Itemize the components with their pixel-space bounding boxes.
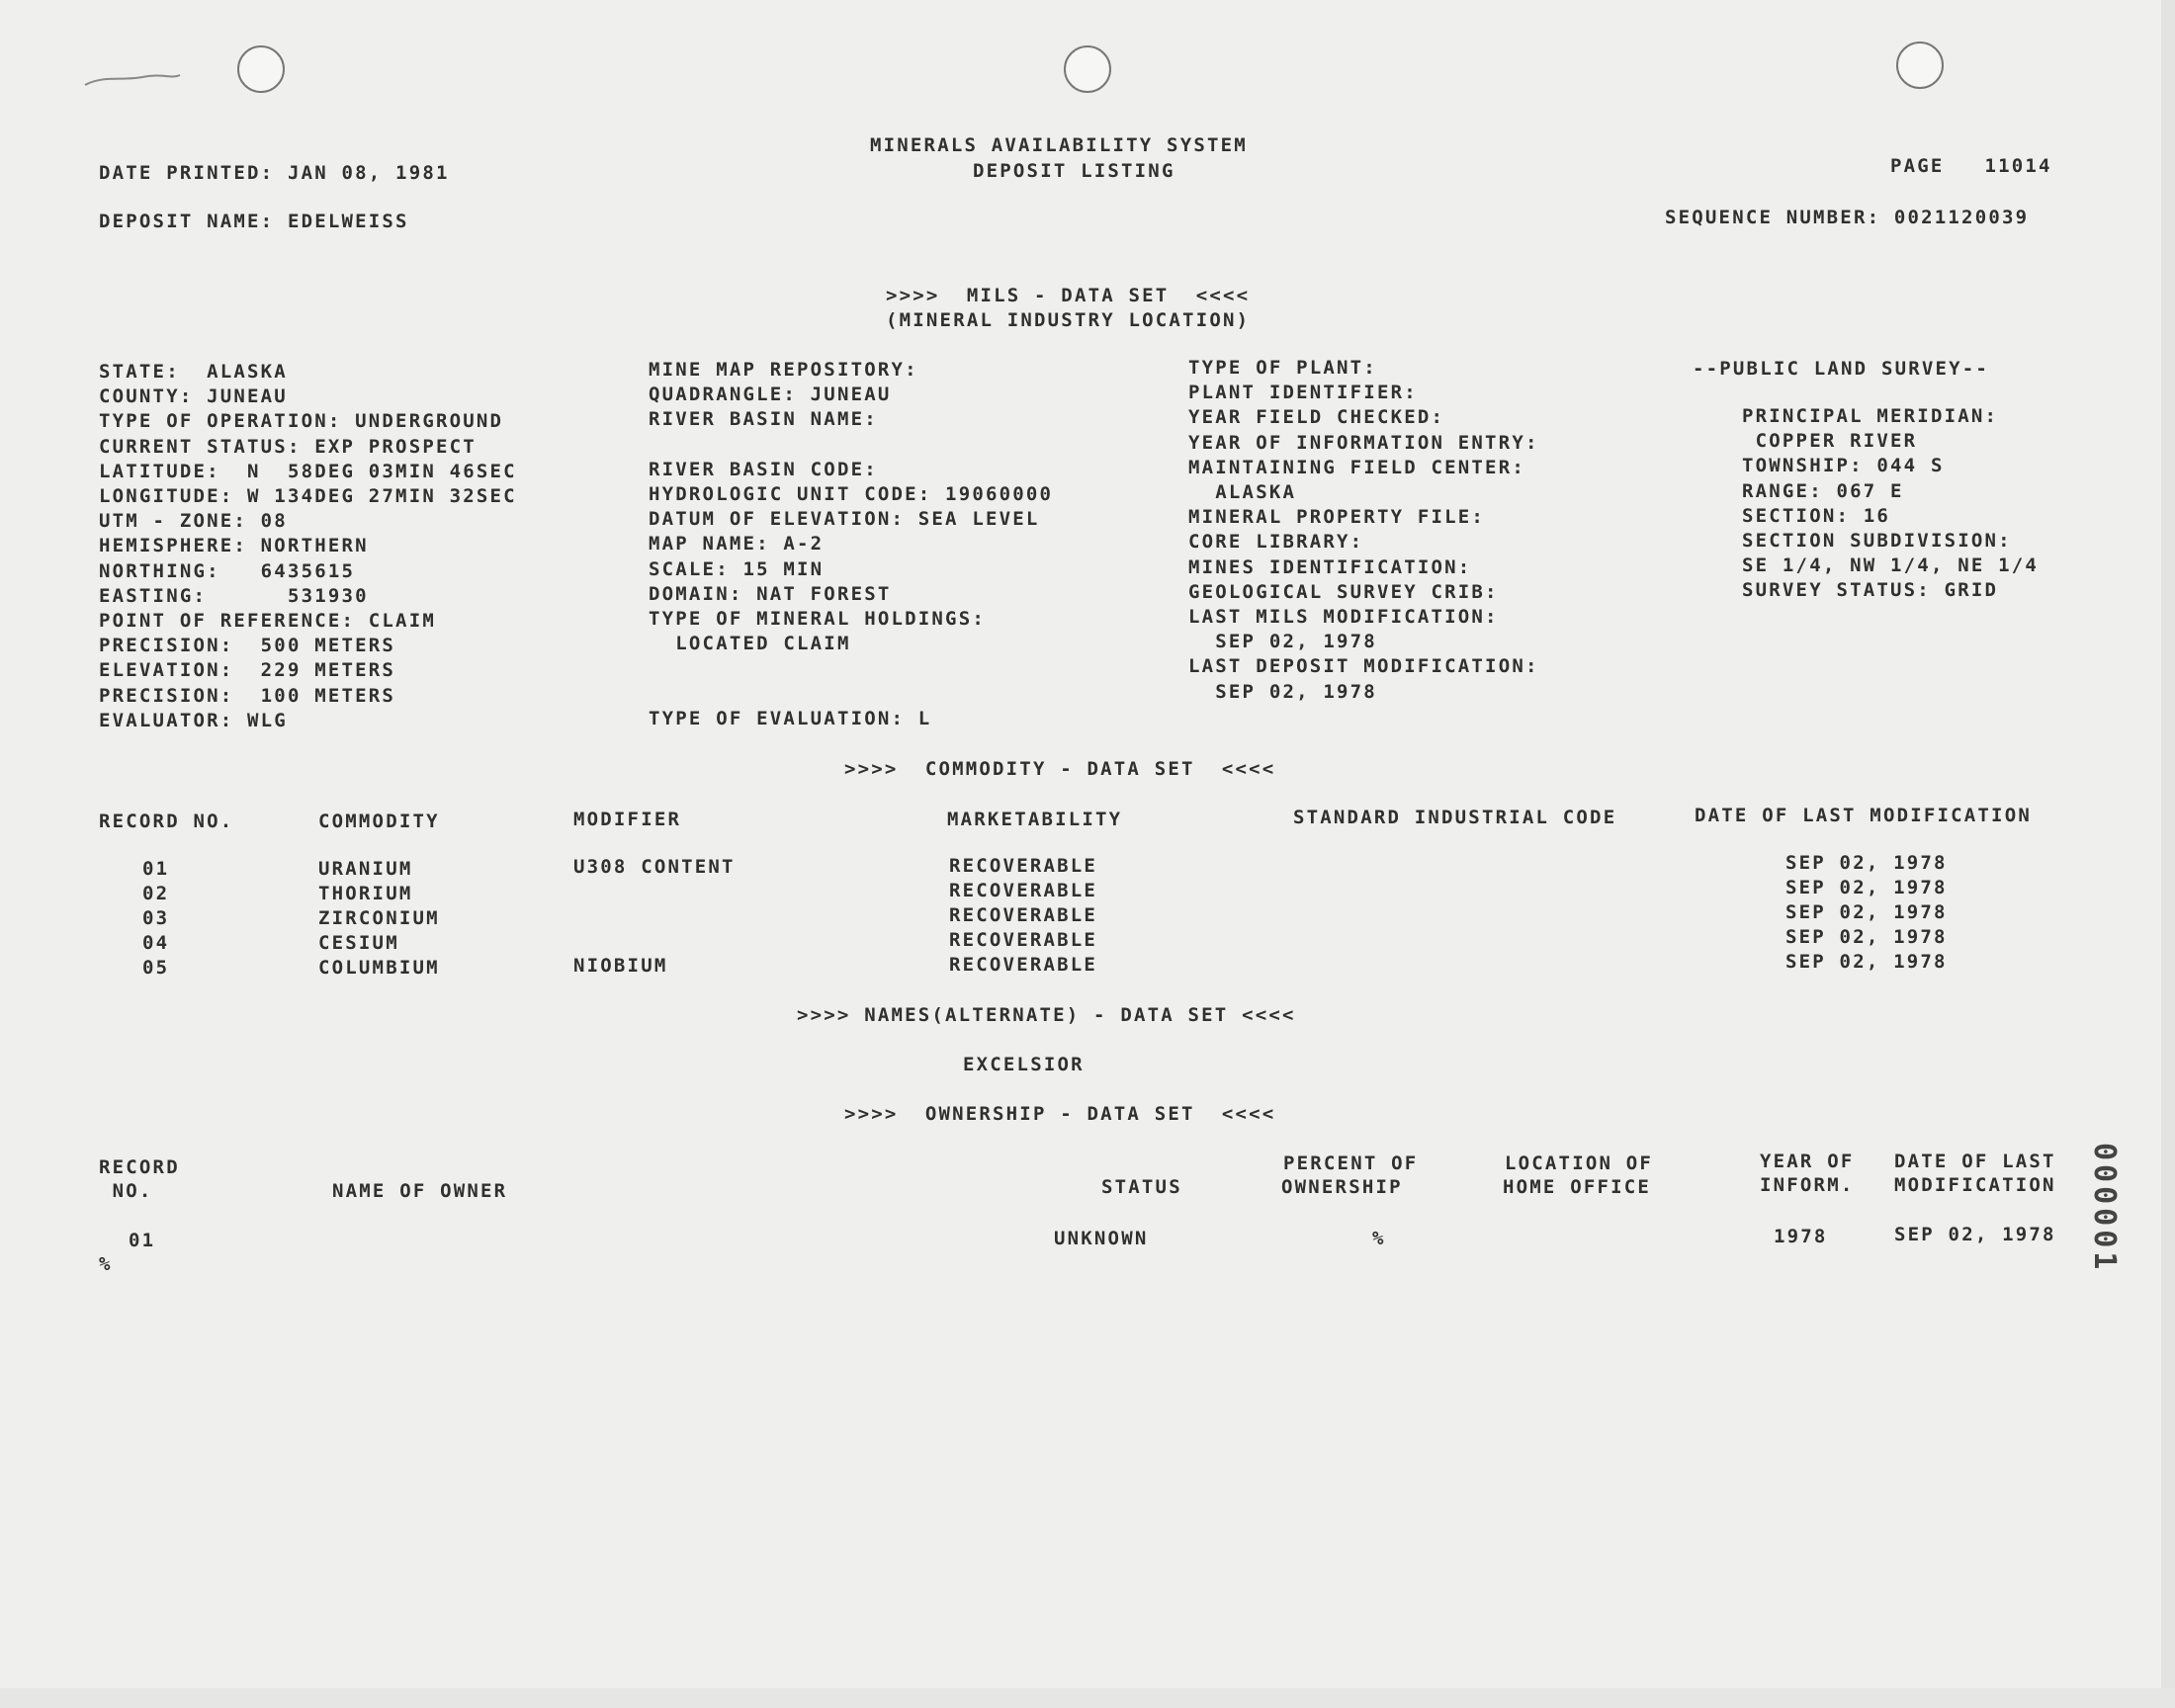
location-line: CURRENT STATUS: EXP PROSPECT <box>99 436 477 458</box>
commodity-header-marketability: MARKETABILITY <box>947 809 1123 830</box>
commodity-marketability: RECOVERABLE <box>949 954 1098 976</box>
land-survey-line: COPPER RIVER <box>1742 430 1918 452</box>
map-info-line: LOCATED CLAIM <box>649 633 851 654</box>
land-survey-line: SURVEY STATUS: GRID <box>1742 579 1999 601</box>
commodity-record-no: 03 <box>142 907 170 929</box>
side-stamp: 000001 <box>2087 1143 2122 1274</box>
location-line: NORTHING: 6435615 <box>99 560 356 582</box>
listing-title: DEPOSIT LISTING <box>973 160 1175 182</box>
ownership-row-no: 01 <box>129 1230 156 1251</box>
ownership-row-percent: % <box>1372 1228 1386 1249</box>
land-survey-line: RANGE: 067 E <box>1742 480 1904 502</box>
ownership-header-date-l2: MODIFICATION <box>1894 1174 2056 1196</box>
ownership-header-name: NAME OF OWNER <box>332 1180 508 1202</box>
ownership-header-date: DATE OF LAST <box>1894 1151 2056 1172</box>
pencil-scribble <box>83 69 182 89</box>
commodity-header-modifier: MODIFIER <box>573 809 682 830</box>
map-info-line: SCALE: 15 MIN <box>649 558 825 580</box>
ownership-row-date: SEP 02, 1978 <box>1894 1224 2056 1245</box>
map-info-line: MAP NAME: A-2 <box>649 533 825 555</box>
alternate-name: EXCELSIOR <box>963 1054 1085 1075</box>
public-land-survey-title: --PUBLIC LAND SURVEY-- <box>1693 358 1990 380</box>
commodity-marketability: RECOVERABLE <box>949 904 1098 926</box>
mils-title: >>>> MILS - DATA SET <<<< <box>886 285 1251 306</box>
commodity-modifier: U308 CONTENT <box>573 856 736 878</box>
ownership-row-year: 1978 <box>1774 1226 1828 1247</box>
ownership-header-record-no: NO. <box>99 1180 153 1202</box>
ownership-title: >>>> OWNERSHIP - DATA SET <<<< <box>844 1103 1276 1125</box>
system-title: MINERALS AVAILABILITY SYSTEM <box>870 134 1248 156</box>
commodity-date: SEP 02, 1978 <box>1785 852 1948 874</box>
plant-info-line: YEAR OF INFORMATION ENTRY: <box>1188 432 1539 454</box>
commodity-name: CESIUM <box>318 932 399 954</box>
date-printed: DATE PRINTED: JAN 08, 1981 <box>99 162 450 184</box>
mils-subtitle: (MINERAL INDUSTRY LOCATION) <box>886 309 1251 331</box>
map-info-line: RIVER BASIN NAME: <box>649 408 878 430</box>
map-info-line: TYPE OF MINERAL HOLDINGS: <box>649 608 986 630</box>
deposit-name: DEPOSIT NAME: EDELWEISS <box>99 211 409 232</box>
location-line: LATITUDE: N 58DEG 03MIN 46SEC <box>99 461 517 482</box>
location-line: EASTING: 531930 <box>99 585 369 607</box>
ownership-header-year: YEAR OF <box>1760 1151 1855 1172</box>
commodity-header-sic: STANDARD INDUSTRIAL CODE <box>1293 807 1617 828</box>
location-line: ELEVATION: 229 METERS <box>99 659 396 681</box>
location-line: UTM - ZONE: 08 <box>99 510 288 532</box>
plant-info-line: MINES IDENTIFICATION: <box>1188 556 1472 578</box>
page-number: PAGE 11014 <box>1890 155 2052 177</box>
plant-info-line: LAST MILS MODIFICATION: <box>1188 606 1499 628</box>
land-survey-line: SECTION: 16 <box>1742 505 1891 527</box>
ownership-header-location-l2: HOME OFFICE <box>1503 1176 1652 1198</box>
commodity-record-no: 02 <box>142 883 170 904</box>
plant-info-line: YEAR FIELD CHECKED: <box>1188 406 1445 428</box>
ownership-row-status: UNKNOWN <box>1054 1228 1149 1249</box>
commodity-marketability: RECOVERABLE <box>949 855 1098 877</box>
ownership-header-year-l2: INFORM. <box>1760 1174 1855 1196</box>
map-info-line: HYDROLOGIC UNIT CODE: 19060000 <box>649 483 1054 505</box>
land-survey-line: SECTION SUBDIVISION: <box>1742 530 2012 552</box>
location-line: POINT OF REFERENCE: CLAIM <box>99 610 436 632</box>
map-info-line: DOMAIN: NAT FOREST <box>649 583 892 605</box>
map-info-line: RIVER BASIN CODE: <box>649 459 878 480</box>
location-line: PRECISION: 100 METERS <box>99 685 396 707</box>
commodity-header-record: RECORD NO. <box>99 811 234 832</box>
plant-info-line: MINERAL PROPERTY FILE: <box>1188 506 1486 528</box>
map-info-line: QUADRANGLE: JUNEAU <box>649 384 892 405</box>
ownership-header-status: STATUS <box>1101 1176 1182 1198</box>
plant-info-line: GEOLOGICAL SURVEY CRIB: <box>1188 581 1499 603</box>
punch-hole-left <box>237 45 285 93</box>
plant-info-line: CORE LIBRARY: <box>1188 531 1364 553</box>
plant-info-line: SEP 02, 1978 <box>1188 681 1377 703</box>
commodity-record-no: 05 <box>142 957 170 979</box>
plant-info-line: ALASKA <box>1188 481 1297 503</box>
plant-info-line: LAST DEPOSIT MODIFICATION: <box>1188 655 1539 677</box>
paper-right-edge <box>2161 0 2175 1708</box>
commodity-marketability: RECOVERABLE <box>949 929 1098 951</box>
plant-info-line: SEP 02, 1978 <box>1188 631 1377 652</box>
land-survey-line: TOWNSHIP: 044 S <box>1742 455 1945 476</box>
names-title: >>>> NAMES(ALTERNATE) - DATA SET <<<< <box>797 1004 1296 1026</box>
ownership-footer-mark: % <box>99 1253 113 1275</box>
commodity-record-no: 04 <box>142 932 170 954</box>
commodity-name: ZIRCONIUM <box>318 907 440 929</box>
commodity-date: SEP 02, 1978 <box>1785 901 1948 923</box>
commodity-header-date: DATE OF LAST MODIFICATION <box>1695 805 2032 826</box>
commodity-date: SEP 02, 1978 <box>1785 926 1948 948</box>
plant-info-line: PLANT IDENTIFIER: <box>1188 382 1418 403</box>
ownership-header-percent-l2: OWNERSHIP <box>1281 1176 1403 1198</box>
map-info-line: TYPE OF EVALUATION: L <box>649 708 932 729</box>
commodity-date: SEP 02, 1978 <box>1785 951 1948 973</box>
location-line: EVALUATOR: WLG <box>99 710 288 731</box>
commodity-title: >>>> COMMODITY - DATA SET <<<< <box>844 758 1276 780</box>
location-line: LONGITUDE: W 134DEG 27MIN 32SEC <box>99 485 517 507</box>
commodity-name: COLUMBIUM <box>318 957 440 979</box>
sequence-number: SEQUENCE NUMBER: 0021120039 <box>1665 207 2030 228</box>
commodity-name: THORIUM <box>318 883 413 904</box>
location-line: HEMISPHERE: NORTHERN <box>99 535 369 556</box>
ownership-header-percent: PERCENT OF <box>1283 1153 1419 1174</box>
commodity-date: SEP 02, 1978 <box>1785 877 1948 898</box>
commodity-name: URANIUM <box>318 858 413 880</box>
punch-hole-right <box>1896 42 1944 89</box>
punch-hole-center <box>1064 45 1111 93</box>
map-info-line: DATUM OF ELEVATION: SEA LEVEL <box>649 508 1040 530</box>
location-line: PRECISION: 500 METERS <box>99 635 396 656</box>
commodity-record-no: 01 <box>142 858 170 880</box>
land-survey-line: SE 1/4, NW 1/4, NE 1/4 <box>1742 555 2040 576</box>
commodity-marketability: RECOVERABLE <box>949 880 1098 901</box>
location-line: COUNTY: JUNEAU <box>99 385 288 407</box>
ownership-header-record: RECORD <box>99 1156 180 1178</box>
location-line: STATE: ALASKA <box>99 361 288 383</box>
ownership-header-location: LOCATION OF <box>1505 1153 1654 1174</box>
paper-bottom-edge <box>0 1688 2175 1708</box>
plant-info-line: TYPE OF PLANT: <box>1188 357 1377 379</box>
commodity-header-commodity: COMMODITY <box>318 811 440 832</box>
location-line: TYPE OF OPERATION: UNDERGROUND <box>99 410 504 432</box>
land-survey-line: PRINCIPAL MERIDIAN: <box>1742 405 1999 427</box>
map-info-line: MINE MAP REPOSITORY: <box>649 359 918 381</box>
commodity-modifier: NIOBIUM <box>573 955 668 977</box>
plant-info-line: MAINTAINING FIELD CENTER: <box>1188 457 1525 478</box>
